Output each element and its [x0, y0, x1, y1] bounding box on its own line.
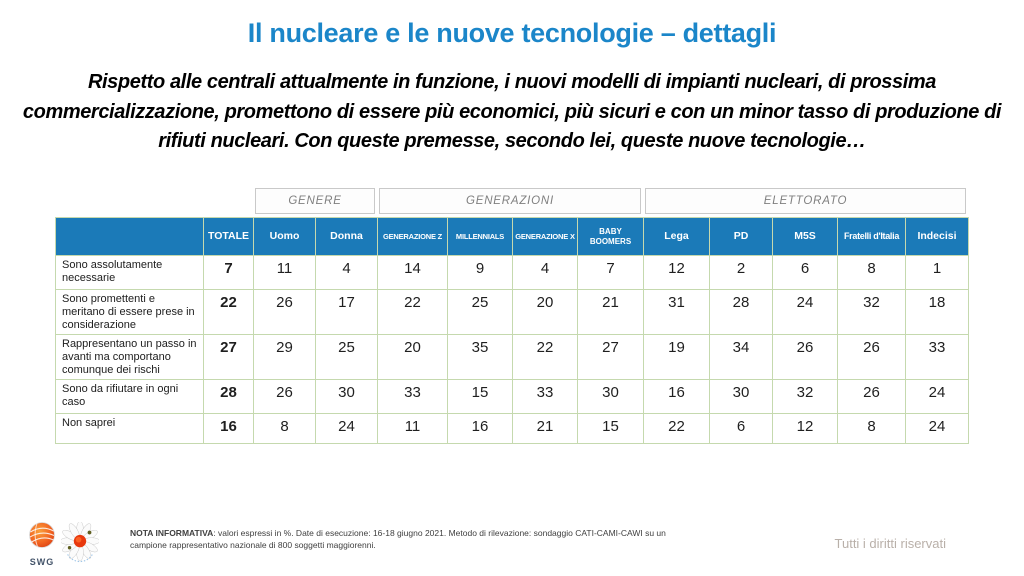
table-row [56, 414, 969, 444]
cell-value: 24 [906, 414, 969, 444]
column-header-row [56, 218, 969, 256]
group-header-elettorato: ELETTORATO [645, 188, 966, 214]
cell-value: 31 [644, 290, 710, 335]
cell-value: 22 [378, 290, 448, 335]
cell-value: 32 [838, 290, 906, 335]
cell-value: 27 [204, 335, 254, 380]
table-row [56, 290, 969, 335]
cell-value: 26 [254, 380, 316, 414]
cell-value: 7 [204, 256, 254, 290]
col-header-donna: Donna [316, 218, 378, 256]
col-header-generazione-x: GENERAZIONE X [513, 218, 578, 256]
cell-value: 6 [710, 414, 773, 444]
daisy-icon [61, 522, 99, 564]
row-label: Sono da rifiutare in ogni caso [56, 380, 204, 414]
cell-value: 2 [710, 256, 773, 290]
cell-value: 6 [773, 256, 838, 290]
cell-value: 26 [254, 290, 316, 335]
row-label: Non saprei [56, 414, 204, 444]
cell-value: 32 [773, 380, 838, 414]
cell-value: 33 [513, 380, 578, 414]
cell-value: 12 [773, 414, 838, 444]
col-header-totale: TOTALE [204, 218, 254, 256]
col-header-indecisi: Indecisi [906, 218, 969, 256]
cell-value: 28 [710, 290, 773, 335]
cell-value: 18 [906, 290, 969, 335]
cell-value: 11 [378, 414, 448, 444]
cell-value: 1 [906, 256, 969, 290]
col-header-millennials: MILLENNIALS [448, 218, 513, 256]
cell-value: 16 [644, 380, 710, 414]
cell-value: 26 [838, 380, 906, 414]
col-header-pd: PD [710, 218, 773, 256]
cell-value: 25 [448, 290, 513, 335]
cell-value: 8 [838, 256, 906, 290]
table-row [56, 335, 969, 380]
cell-value: 4 [316, 256, 378, 290]
cell-value: 7 [578, 256, 644, 290]
swg-logo [26, 521, 58, 567]
cell-value: 11 [254, 256, 316, 290]
cell-value: 24 [906, 380, 969, 414]
swg-sphere-icon [27, 521, 57, 551]
cell-value: 16 [204, 414, 254, 444]
table-row [56, 380, 969, 414]
note-text: : valori espressi in %. Date di esecuzione: 16-18 giugno 2021. Metodo di rilevazione: sondaggio CATI-CAMI-CAWI su un campione rappresentativo nazionale di 800 soggetti maggiorenni. [130, 528, 666, 550]
cell-value: 24 [316, 414, 378, 444]
cell-value: 14 [378, 256, 448, 290]
col-header-uomo: Uomo [254, 218, 316, 256]
daisy-flower-logo [61, 522, 99, 569]
group-header-generazioni: GENERAZIONI [379, 188, 641, 214]
cell-value: 20 [378, 335, 448, 380]
cell-value: 29 [254, 335, 316, 380]
cell-value: 30 [578, 380, 644, 414]
results-table [55, 217, 969, 444]
cell-value: 22 [644, 414, 710, 444]
cell-value: 17 [316, 290, 378, 335]
table-row [56, 256, 969, 290]
cell-value: 33 [378, 380, 448, 414]
cell-value: 26 [773, 335, 838, 380]
cell-value: 4 [513, 256, 578, 290]
cell-value: 21 [578, 290, 644, 335]
cell-value: 26 [838, 335, 906, 380]
cell-value: 22 [204, 290, 254, 335]
cell-value: 27 [578, 335, 644, 380]
cell-value: 20 [513, 290, 578, 335]
cell-value: 24 [773, 290, 838, 335]
cell-value: 8 [254, 414, 316, 444]
cell-value: 22 [513, 335, 578, 380]
cell-value: 33 [906, 335, 969, 380]
col-header-lega: Lega [644, 218, 710, 256]
question-text: Rispetto alle centrali attualmente in funzione, i nuovi modelli di impianti nucleari, di prossima commercializzazione, promettono di essere più economici, più sicuri e con un minor tasso di produzione di rifiuti nucleari. Con queste premesse, secondo lei, queste nuove tecnologie… [22, 71, 1002, 153]
cell-value: 25 [316, 335, 378, 380]
cell-value: 12 [644, 256, 710, 290]
cell-value: 19 [644, 335, 710, 380]
cell-value: 30 [316, 380, 378, 414]
col-header-generazione-z: GENERAZIONE Z [378, 218, 448, 256]
row-label: Rappresentano un passo in avanti ma comportano comunque dei rischi [56, 335, 204, 380]
col-header-m5s: M5S [773, 218, 838, 256]
col-header-fratelli-d-italia: Fratelli d'Italia [838, 218, 906, 256]
cell-value: 21 [513, 414, 578, 444]
page-title: Il nucleare e le nuove tecnologie – dettagli [247, 18, 777, 48]
cell-value: 35 [448, 335, 513, 380]
informative-note [130, 528, 670, 552]
cell-value: 16 [448, 414, 513, 444]
cell-value: 8 [838, 414, 906, 444]
cell-value: 28 [204, 380, 254, 414]
row-label: Sono assolutamente necessarie [56, 256, 204, 290]
cell-value: 30 [710, 380, 773, 414]
cell-value: 15 [578, 414, 644, 444]
cell-value: 15 [448, 380, 513, 414]
note-label: NOTA INFORMATIVA [130, 528, 214, 538]
rights-text: Tutti i diritti riservati [834, 536, 946, 551]
swg-logo-text: SWG [29, 557, 55, 567]
cell-value: 9 [448, 256, 513, 290]
col-header-baby-boomers: BABY BOOMERS [578, 218, 644, 256]
cell-value: 34 [710, 335, 773, 380]
header-corner-cell [56, 218, 204, 256]
group-header-genere: GENERE [255, 188, 375, 214]
row-label: Sono promettenti e meritano di essere prese in considerazione [56, 290, 204, 335]
